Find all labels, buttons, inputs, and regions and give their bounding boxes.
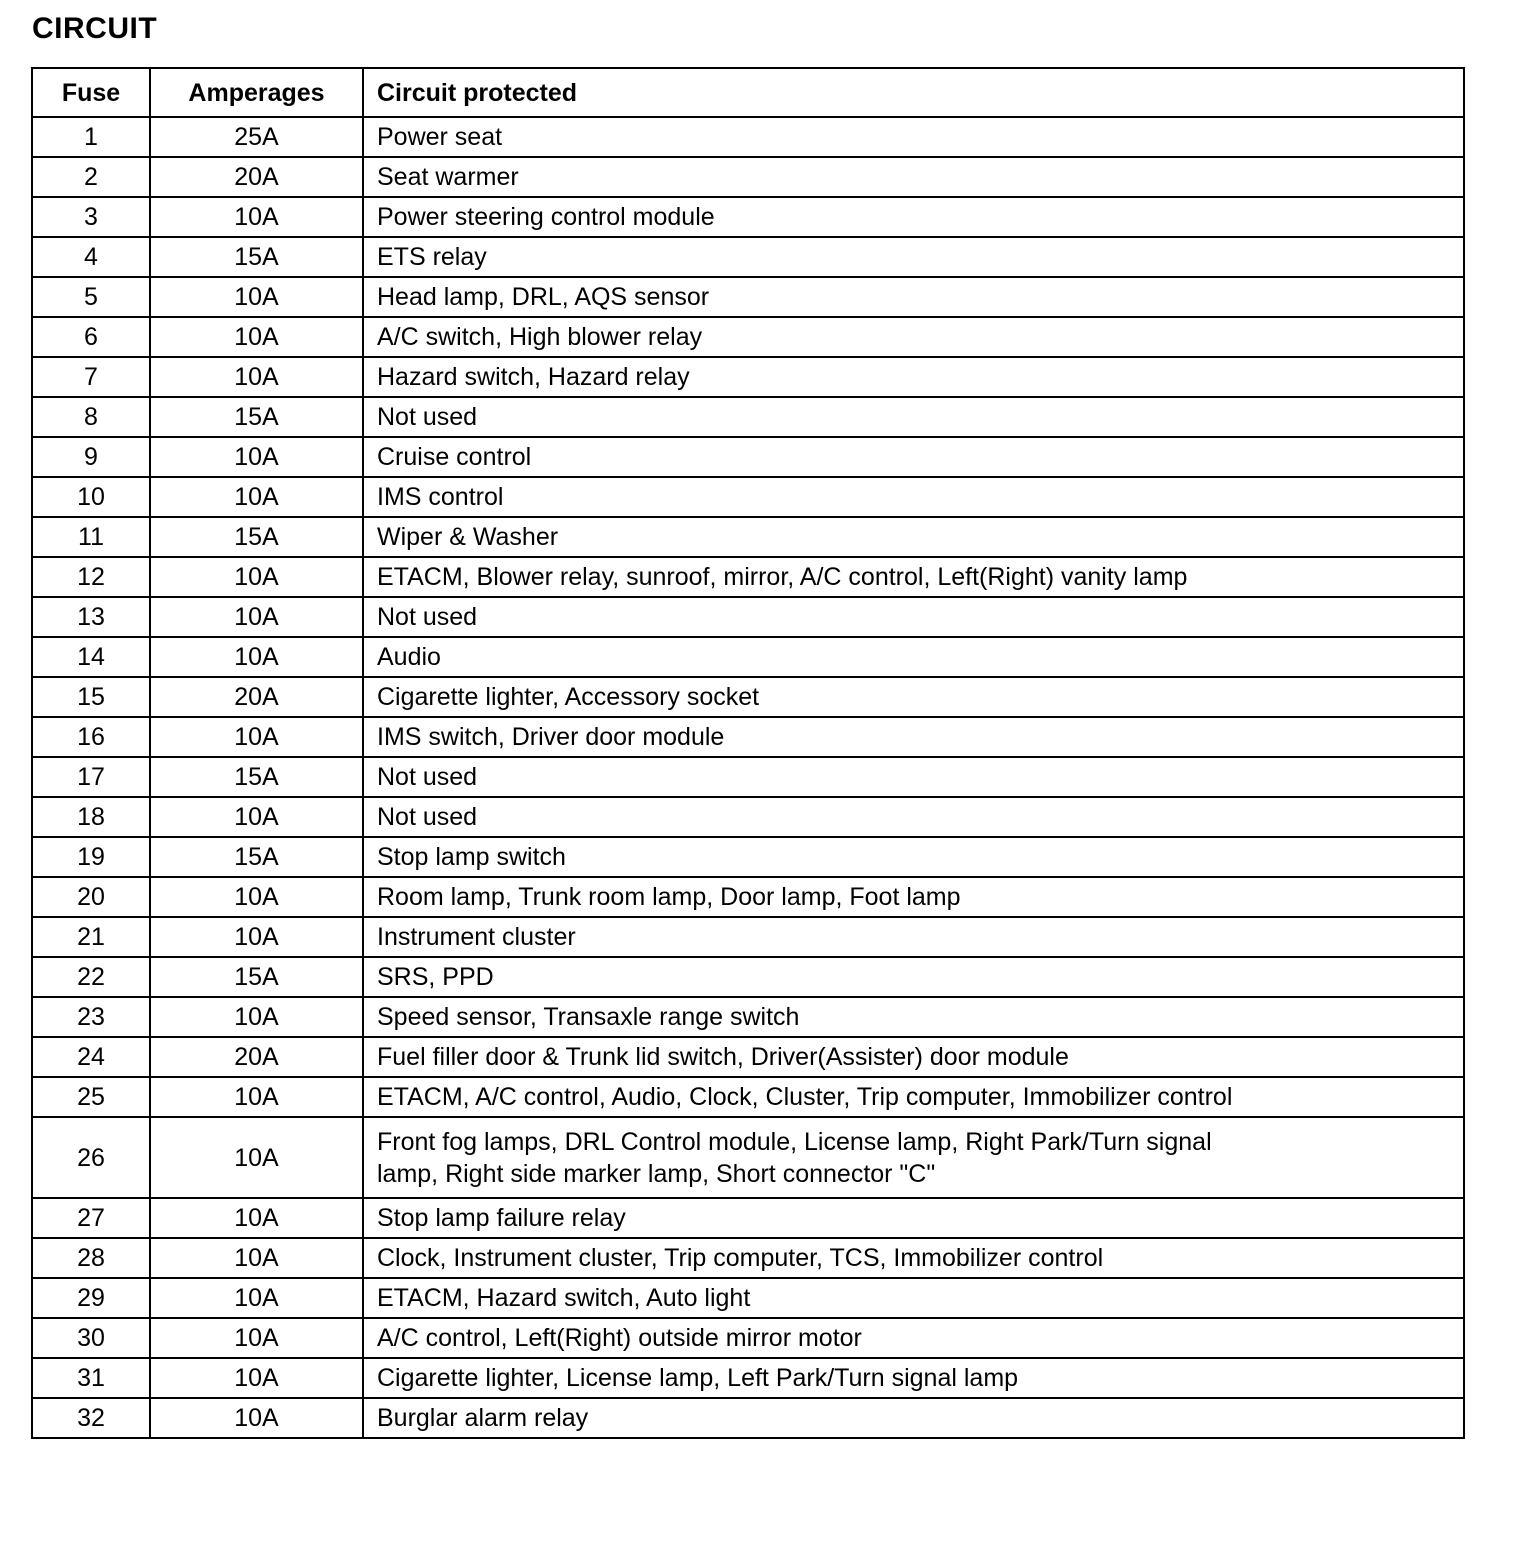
fuse-number-cell: 25 (32, 1077, 150, 1117)
fuse-number-cell: 20 (32, 877, 150, 917)
amperage-cell: 15A (150, 957, 363, 997)
fuse-number-cell: 22 (32, 957, 150, 997)
circuit-cell: Stop lamp switch (363, 837, 1464, 877)
table-row (32, 1238, 1464, 1278)
circuit-cell: Cigarette lighter, Accessory socket (363, 677, 1464, 717)
circuit-cell: IMS control (363, 477, 1464, 517)
circuit-cell: Clock, Instrument cluster, Trip computer, TCS, Immobilizer control (363, 1238, 1464, 1278)
amperage-cell: 10A (150, 197, 363, 237)
amperage-cell: 20A (150, 157, 363, 197)
table-row (32, 997, 1464, 1037)
table-row (32, 357, 1464, 397)
amperage-cell: 10A (150, 477, 363, 517)
table-row (32, 117, 1464, 157)
table-row (32, 797, 1464, 837)
fuse-number-cell: 2 (32, 157, 150, 197)
amperage-cell: 10A (150, 437, 363, 477)
table-row (32, 397, 1464, 437)
amperage-cell: 20A (150, 1037, 363, 1077)
circuit-cell: Hazard switch, Hazard relay (363, 357, 1464, 397)
amperage-cell: 10A (150, 917, 363, 957)
circuit-cell: ETACM, Blower relay, sunroof, mirror, A/C control, Left(Right) vanity lamp (363, 557, 1464, 597)
circuit-cell: Head lamp, DRL, AQS sensor (363, 277, 1464, 317)
circuit-cell: Cruise control (363, 437, 1464, 477)
fuse-number-cell: 23 (32, 997, 150, 1037)
table-row (32, 157, 1464, 197)
fuse-number-cell: 17 (32, 757, 150, 797)
fuse-number-cell: 15 (32, 677, 150, 717)
header-fuse: Fuse (32, 68, 150, 117)
fuse-number-cell: 6 (32, 317, 150, 357)
amperage-cell: 10A (150, 1077, 363, 1117)
table-row (32, 1077, 1464, 1117)
table-row (32, 237, 1464, 277)
fuse-number-cell: 19 (32, 837, 150, 877)
circuit-line: lamp, Right side marker lamp, Short connector "C" (377, 1159, 936, 1188)
amperage-cell: 15A (150, 237, 363, 277)
table-row (32, 517, 1464, 557)
circuit-cell: SRS, PPD (363, 957, 1464, 997)
table-row (32, 557, 1464, 597)
fuse-number-cell: 24 (32, 1037, 150, 1077)
fuse-number-cell: 21 (32, 917, 150, 957)
fuse-number-cell: 10 (32, 477, 150, 517)
fuse-number-cell: 29 (32, 1278, 150, 1318)
amperage-cell: 20A (150, 677, 363, 717)
table-row (32, 1358, 1464, 1398)
circuit-cell (363, 1117, 1464, 1198)
table-row (32, 757, 1464, 797)
amperage-cell: 10A (150, 1358, 363, 1398)
circuit-line: Front fog lamps, DRL Control module, License lamp, Right Park/Turn signal (377, 1127, 1212, 1156)
table-row (32, 1198, 1464, 1238)
fuse-number-cell: 13 (32, 597, 150, 637)
amperage-cell: 10A (150, 1238, 363, 1278)
amperage-cell: 10A (150, 797, 363, 837)
circuit-cell: Room lamp, Trunk room lamp, Door lamp, Foot lamp (363, 877, 1464, 917)
table-row (32, 1318, 1464, 1358)
circuit-cell: Wiper & Washer (363, 517, 1464, 557)
table-row (32, 437, 1464, 477)
amperage-cell: 10A (150, 997, 363, 1037)
amperage-cell: 10A (150, 1198, 363, 1238)
circuit-cell: Not used (363, 797, 1464, 837)
table-row (32, 317, 1464, 357)
circuit-cell: ETACM, A/C control, Audio, Clock, Cluster, Trip computer, Immobilizer control (363, 1077, 1464, 1117)
amperage-cell: 10A (150, 357, 363, 397)
fuse-number-cell: 16 (32, 717, 150, 757)
amperage-cell: 15A (150, 397, 363, 437)
table-row (32, 637, 1464, 677)
fuse-number-cell: 18 (32, 797, 150, 837)
fuse-number-cell: 9 (32, 437, 150, 477)
table-header-row (32, 68, 1464, 117)
fuse-number-cell: 8 (32, 397, 150, 437)
table-row (32, 957, 1464, 997)
fuse-number-cell: 32 (32, 1398, 150, 1438)
circuit-cell: Seat warmer (363, 157, 1464, 197)
table-row (32, 1117, 1464, 1198)
table-body (32, 117, 1464, 1438)
table-row (32, 597, 1464, 637)
table-row (32, 877, 1464, 917)
table-row (32, 1037, 1464, 1077)
circuit-cell: Audio (363, 637, 1464, 677)
circuit-cell: Stop lamp failure relay (363, 1198, 1464, 1238)
fuse-number-cell: 26 (32, 1117, 150, 1198)
amperage-cell: 25A (150, 117, 363, 157)
circuit-cell: Fuel filler door & Trunk lid switch, Driver(Assister) door module (363, 1037, 1464, 1077)
circuit-cell: Not used (363, 597, 1464, 637)
circuit-cell: Cigarette lighter, License lamp, Left Park/Turn signal lamp (363, 1358, 1464, 1398)
table-row (32, 477, 1464, 517)
amperage-cell: 10A (150, 1278, 363, 1318)
amperage-cell: 10A (150, 1117, 363, 1198)
header-amperages: Amperages (150, 68, 363, 117)
circuit-cell: Not used (363, 397, 1464, 437)
circuit-cell: A/C control, Left(Right) outside mirror motor (363, 1318, 1464, 1358)
fuse-number-cell: 11 (32, 517, 150, 557)
table-row (32, 917, 1464, 957)
circuit-cell: Power seat (363, 117, 1464, 157)
amperage-cell: 10A (150, 637, 363, 677)
fuse-table (31, 67, 1465, 1439)
amperage-cell: 10A (150, 1318, 363, 1358)
amperage-cell: 10A (150, 877, 363, 917)
fuse-number-cell: 12 (32, 557, 150, 597)
amperage-cell: 10A (150, 717, 363, 757)
table-row (32, 197, 1464, 237)
fuse-number-cell: 31 (32, 1358, 150, 1398)
table-row (32, 277, 1464, 317)
circuit-cell: ETACM, Hazard switch, Auto light (363, 1278, 1464, 1318)
amperage-cell: 15A (150, 517, 363, 557)
circuit-cell: Speed sensor, Transaxle range switch (363, 997, 1464, 1037)
fuse-number-cell: 30 (32, 1318, 150, 1358)
amperage-cell: 15A (150, 837, 363, 877)
circuit-cell: Not used (363, 757, 1464, 797)
circuit-cell: A/C switch, High blower relay (363, 317, 1464, 357)
circuit-cell: Power steering control module (363, 197, 1464, 237)
fuse-number-cell: 7 (32, 357, 150, 397)
circuit-cell: Burglar alarm relay (363, 1398, 1464, 1438)
amperage-cell: 10A (150, 597, 363, 637)
amperage-cell: 10A (150, 1398, 363, 1438)
circuit-cell: IMS switch, Driver door module (363, 717, 1464, 757)
circuit-cell: Instrument cluster (363, 917, 1464, 957)
amperage-cell: 10A (150, 557, 363, 597)
fuse-number-cell: 1 (32, 117, 150, 157)
header-circuit: Circuit protected (363, 68, 1464, 117)
table-row (32, 1278, 1464, 1318)
table-row (32, 1398, 1464, 1438)
fuse-number-cell: 28 (32, 1238, 150, 1278)
amperage-cell: 15A (150, 757, 363, 797)
fuse-number-cell: 27 (32, 1198, 150, 1238)
amperage-cell: 10A (150, 277, 363, 317)
fuse-number-cell: 4 (32, 237, 150, 277)
fuse-number-cell: 3 (32, 197, 150, 237)
table-row (32, 717, 1464, 757)
fuse-number-cell: 14 (32, 637, 150, 677)
table-row (32, 677, 1464, 717)
fuse-number-cell: 5 (32, 277, 150, 317)
page-title: CIRCUIT (32, 12, 158, 45)
amperage-cell: 10A (150, 317, 363, 357)
table-row (32, 837, 1464, 877)
circuit-cell: ETS relay (363, 237, 1464, 277)
